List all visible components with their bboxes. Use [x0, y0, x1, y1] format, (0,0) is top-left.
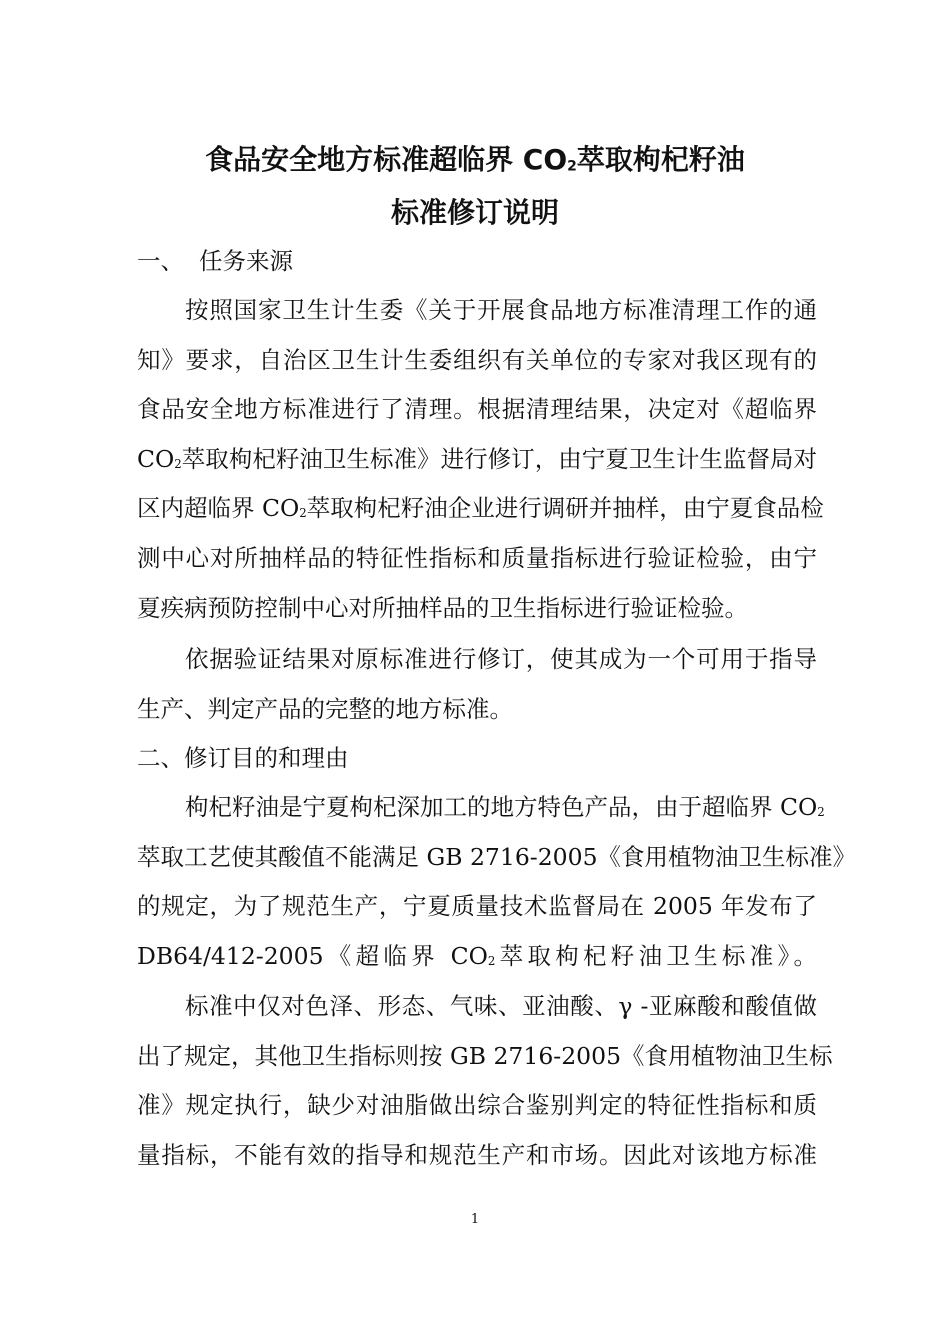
title-subscript: 2 — [567, 158, 577, 175]
text-line-segment: 标准中仅对色泽、形态、气味、亚油酸、γ -亚麻酸和酸值做 — [185, 992, 817, 1020]
text-line — [137, 837, 857, 877]
text-line-segment: DB64/412-2005《超临界 CO — [137, 941, 488, 970]
text-line — [137, 538, 817, 578]
text-line — [137, 340, 817, 380]
text-line — [137, 1085, 817, 1125]
section-heading-task-source: 一、 任务来源 — [137, 247, 293, 275]
text-line-segment: CO — [137, 444, 175, 473]
title-text-post: 萃取枸杞籽油 — [576, 143, 745, 176]
text-line-segment: 萃取工艺使其酸值不能满足 GB 2716-2005《食用植物油卫生标准》 — [137, 842, 857, 871]
text-line — [185, 290, 817, 330]
section-heading-revision-purpose: 二、修订目的和理由 — [137, 744, 349, 772]
subscript: 2 — [299, 506, 307, 521]
subscript: 2 — [817, 805, 825, 820]
text-line-segment: 的规定，为了规范生产，宁夏质量技术监督局在 2005 年发布了 — [137, 892, 817, 921]
text-line-segment: 生产、判定产品的完整的地方标准。 — [137, 694, 513, 723]
text-line — [137, 689, 817, 729]
subscript: 2 — [174, 456, 182, 471]
text-line-segment: 萃取枸杞籽油卫生标准》进行修订，由宁夏卫生计生监督局对 — [181, 444, 817, 473]
text-line-segment: 按照国家卫生计生委《关于开展食品地方标准清理工作的通 — [185, 296, 817, 324]
text-line — [137, 488, 824, 533]
text-line — [185, 787, 825, 832]
text-line-segment: 量指标，不能有效的指导和规范生产和市场。因此对该地方标准 — [137, 1140, 817, 1169]
text-line-segment: 知》要求，自治区卫生计生委组织有关单位的专家对我区现有的 — [137, 345, 817, 374]
text-line-segment: 依据验证结果对原标准进行修订，使其成为一个可用于指导 — [185, 645, 817, 673]
text-line — [137, 389, 817, 429]
text-line — [137, 1135, 817, 1175]
text-line — [137, 588, 817, 628]
text-line-segment: 区内超临界 CO — [137, 494, 300, 523]
text-line-segment: 测中心对所抽样品的特征性指标和质量指标进行验证检验，由宁 — [137, 544, 817, 572]
text-line — [137, 886, 817, 926]
text-line-segment: 枸杞籽油是宁夏枸杞深加工的地方特色产品，由于超临界 CO — [185, 793, 818, 821]
document-title-line1 — [0, 140, 950, 186]
text-line-segment: 夏疾病预防控制中心对所抽样品的卫生指标进行验证检验。 — [137, 593, 748, 622]
document-title-line2: 标准修订说明 — [390, 196, 559, 229]
text-line — [185, 639, 817, 679]
title-text-pre: 食品安全地方标准超临界 CO — [205, 143, 568, 176]
page-number: 1 — [470, 1212, 480, 1227]
text-line-segment: 出了规定，其他卫生指标则按 GB 2716-2005《食用植物油卫生标 — [137, 1041, 833, 1070]
text-line-segment: 准》规定执行，缺少对油脂做出综合鉴别判定的特征性指标和质 — [137, 1091, 817, 1120]
text-line-segment: 萃取枸杞籽油企业进行调研并抽样，由宁夏食品检 — [306, 494, 824, 523]
text-line — [137, 1036, 833, 1076]
text-line — [137, 439, 817, 484]
text-line-segment: 萃取枸杞籽油卫生标准》。 — [495, 941, 817, 970]
subscript: 2 — [487, 953, 496, 968]
text-line — [185, 986, 817, 1026]
text-line — [137, 936, 817, 981]
text-line-segment: 食品安全地方标准进行了清理。根据清理结果，决定对《超临界 — [137, 395, 817, 424]
